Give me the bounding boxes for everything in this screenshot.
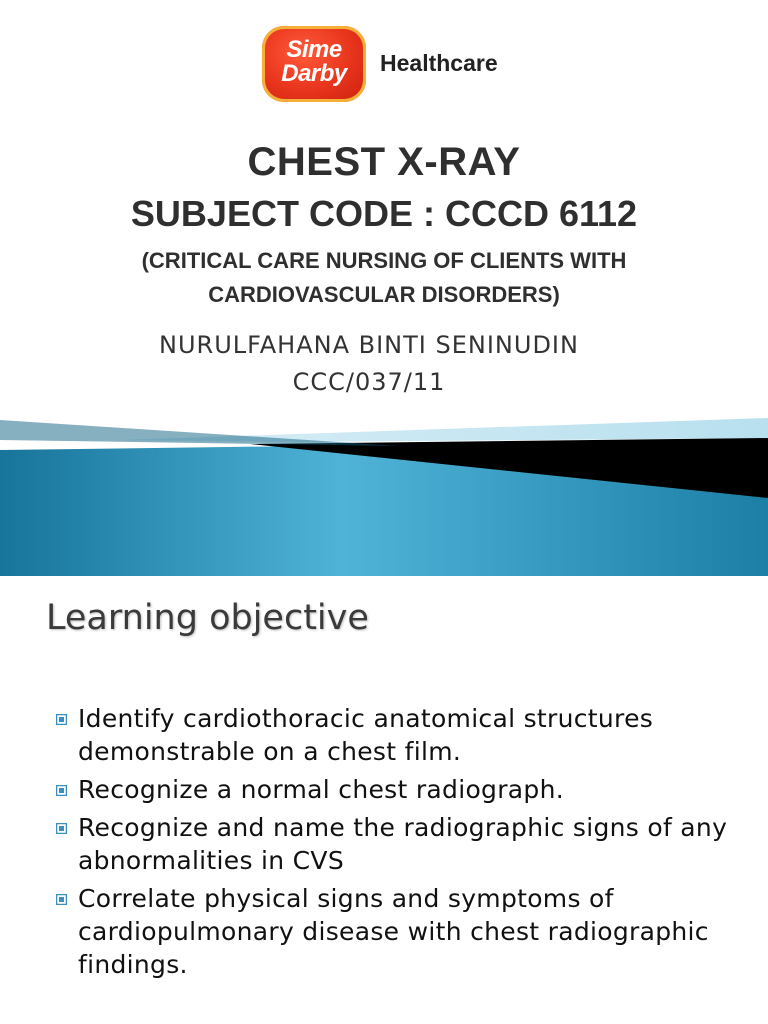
list-item [56,882,746,981]
course-subtitle-text: (CRITICAL CARE NURSING OF CLIENTS WITH CARDIOVASCULAR DISORDERS) [141,248,627,307]
logo-line-2: Darby [281,60,347,87]
list-item-text: Recognize a normal chest radiograph. [78,775,564,804]
list-item-text: Correlate physical signs and symptoms of cardiopulmonary disease with chest radiographic findings. [78,884,709,979]
decorative-banner [0,410,768,576]
square-bullet-icon [56,785,67,796]
subject-code: SUBJECT CODE : CCCD 6112 [130,193,638,234]
author-id: CCC/037/11 [292,368,446,396]
sime-darby-logo [262,26,542,102]
list-item-text: Identify cardiothoracic anatomical structures demonstrable on a chest film. [78,704,654,766]
logo-badge [262,26,366,102]
slide-heading: Learning objective [46,598,369,638]
objectives-list [56,702,746,986]
logo-healthcare-text: Healthcare [380,50,498,76]
list-item [56,702,746,768]
list-item [56,773,746,806]
square-bullet-icon [56,894,67,905]
list-item [56,811,746,877]
course-subtitle [0,244,768,312]
author-name: NURULFAHANA BINTI SENINUDIN [159,331,579,359]
slide-title: CHEST X-RAY [247,140,521,184]
learning-objective-slide [0,576,768,1024]
square-bullet-icon [56,714,67,725]
logo-line-1: Sime [286,36,342,63]
square-bullet-icon [56,823,67,834]
list-item-text: Recognize and name the radiographic signs of any abnormalities in CVS [78,813,728,875]
